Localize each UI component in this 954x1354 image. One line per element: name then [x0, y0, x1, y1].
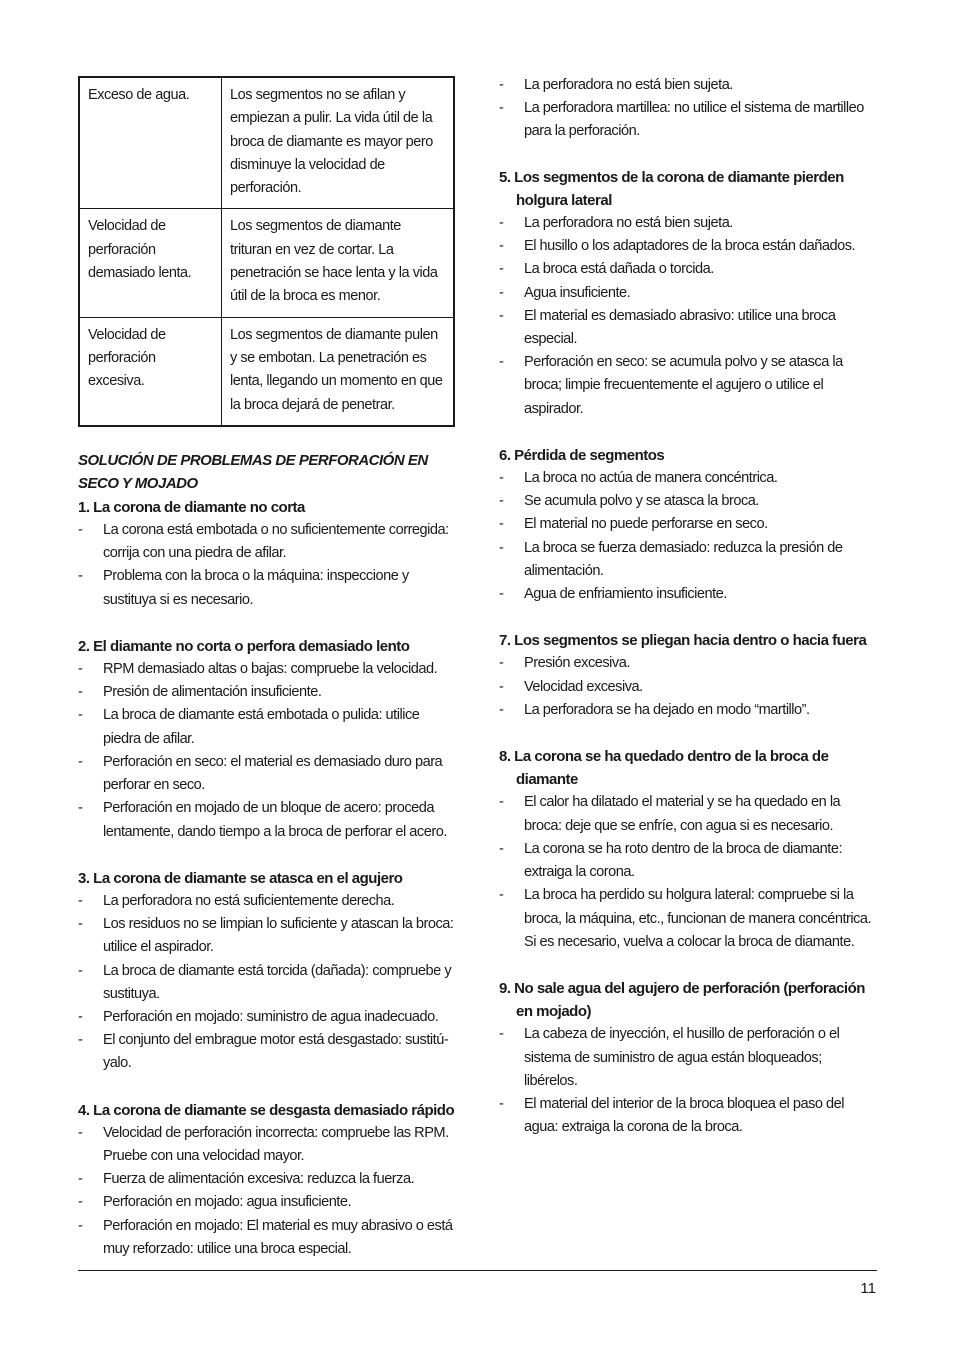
problem-items [499, 467, 877, 606]
list-item [499, 652, 877, 675]
list-item [78, 681, 455, 704]
list-marker: - [499, 1095, 504, 1112]
list-item-text: Perforación en mojado: suministro de agua inadecuado. [103, 1008, 439, 1025]
list-item [78, 565, 455, 611]
list-item-text: Presión de alimentación insuficiente. [103, 684, 322, 701]
table-row [79, 77, 454, 209]
list-marker: - [499, 1026, 504, 1043]
list-marker: - [78, 962, 83, 979]
list-item [78, 1191, 455, 1214]
problem-title: 4. La corona de diamante se desgasta demasiado rápido [78, 1101, 455, 1119]
list-item-text: Perforación en mojado de un bloque de acero: proceda lentamente, dando tiempo a la broca de perforar el acero. [103, 800, 447, 840]
list-marker: - [78, 1217, 83, 1234]
problem-items [78, 1122, 455, 1261]
list-item-text: Fuerza de alimentación excesiva: reduzca la fuerza. [103, 1171, 415, 1188]
problem-title: 8. La corona se ha quedado dentro de la broca de diamante [499, 748, 829, 789]
problem-block [499, 745, 877, 954]
list-item-text: RPM demasiado altas o bajas: compruebe la velocidad. [103, 661, 438, 678]
list-item [499, 583, 877, 606]
list-item [499, 699, 877, 722]
list-item [499, 212, 877, 235]
list-item [499, 838, 877, 884]
list-marker: - [78, 707, 83, 724]
list-item-text: El conjunto del embrague motor está desgastado: sustitúyalo. [103, 1032, 449, 1072]
list-item-text: La broca ha perdido su holgura lateral: compruebe si la broca, la máquina, etc., funcionan de manera concéntrica. Si es necesario, vuelva a colocar la broca de diamante. [524, 887, 872, 950]
list-item-text: El husillo o los adaptadores de la broca están dañados. [524, 238, 856, 255]
list-item-text: Problema con la broca o la máquina: inspeccione y sustituya si es necesario. [103, 568, 409, 608]
list-item-text: La perforadora no está bien sujeta. [524, 215, 733, 232]
list-item [78, 519, 455, 565]
list-item-text: La broca se fuerza demasiado: reduzca la presión de alimentación. [524, 539, 843, 579]
list-item [499, 97, 877, 143]
list-marker: - [499, 470, 504, 487]
table-cell-effect: Los segmentos no se afilan y empiezan a pulir. La vida útil de la broca de diamante es mayor pero disminuye la velocidad de perforación. [222, 77, 455, 209]
list-item [499, 884, 877, 954]
list-item [499, 676, 877, 699]
list-marker: - [78, 916, 83, 933]
list-item-text: La broca está dañada o torcida. [524, 261, 714, 278]
list-item [78, 1006, 455, 1029]
table-cell-cause: Velocidad de perforación excesiva. [79, 317, 222, 426]
list-item [499, 467, 877, 490]
list-item-text: Perforación en seco: se acumula polvo y se atasca la broca; limpie frecuentemente el agujero o utilice el aspirador. [524, 354, 843, 417]
list-item [499, 74, 877, 97]
list-item [78, 797, 455, 843]
problem-block [78, 496, 455, 612]
list-marker: - [499, 701, 504, 718]
list-marker: - [499, 655, 504, 672]
list-item-text: La corona se ha roto dentro de la broca de diamante: extraiga la corona. [524, 840, 842, 881]
list-marker: - [78, 753, 83, 770]
problem-title: 5. Los segmentos de la corona de diamante pierden holgura lateral [499, 168, 844, 209]
list-item-text: La perforadora se ha dejado en modo “martillo”. [524, 701, 810, 718]
list-item-text: Velocidad excesiva. [524, 678, 643, 695]
list-marker: - [78, 1194, 83, 1211]
problem-title: 1. La corona de diamante no corta [78, 498, 305, 516]
list-marker: - [78, 568, 83, 585]
list-item [499, 282, 877, 305]
list-item-text: El material es demasiado abrasivo: utilice una broca especial. [524, 307, 836, 348]
table-row [79, 209, 454, 317]
troubleshooting-table [78, 76, 455, 427]
list-item [78, 704, 455, 750]
list-item [78, 1122, 455, 1168]
list-item-text: Presión excesiva. [524, 655, 630, 672]
list-marker: - [78, 1032, 83, 1049]
table-cell-effect: Los segmentos de diamante pulen y se embotan. La penetración es lenta, llegando un momento en que la broca dejará de penetrar. [222, 317, 455, 426]
list-item [499, 235, 877, 258]
problem-title: 3. La corona de diamante se atasca en el agujero [78, 869, 403, 887]
list-item [78, 913, 455, 959]
problem-items [499, 1023, 877, 1139]
list-marker: - [499, 586, 504, 603]
problem-items [78, 890, 455, 1076]
list-item [499, 305, 877, 351]
list-item-text: Se acumula polvo y se atasca la broca. [524, 493, 759, 510]
list-item [78, 890, 455, 913]
list-item-text: Velocidad de perforación incorrecta: compruebe las RPM. Pruebe con una velocidad mayor. [103, 1124, 449, 1164]
list-item-text: La perforadora no está bien sujeta. [524, 77, 733, 93]
list-marker: - [499, 100, 504, 117]
problem-title: 7. Los segmentos se pliegan hacia dentro o hacia fuera [499, 632, 867, 650]
list-marker: - [499, 840, 504, 857]
list-marker: - [78, 1171, 83, 1188]
list-marker: - [499, 354, 504, 371]
list-marker: - [499, 77, 504, 93]
list-item-text: La perforadora martillea: no utilice el sistema de martilleo para la perforación. [524, 100, 864, 140]
right-column [499, 74, 877, 1162]
left-problem-list [78, 496, 455, 1261]
list-marker: - [499, 284, 504, 301]
problem-block [78, 635, 455, 844]
list-item [499, 1023, 877, 1093]
continued-list [499, 74, 877, 144]
list-item [499, 351, 877, 421]
list-item-text: La broca de diamante está embotada o pulida: utilice piedra de afilar. [103, 707, 420, 747]
list-marker: - [78, 1008, 83, 1025]
list-marker: - [499, 493, 504, 510]
list-item-text: El material del interior de la broca bloquea el paso del agua: extraiga la corona de la broca. [524, 1095, 845, 1136]
list-item [78, 1029, 455, 1075]
list-item-text: Perforación en seco: el material es demasiado duro para perforar en seco. [103, 753, 443, 794]
table-cell-effect: Los segmentos de diamante trituran en vez de cortar. La penetración se hace lenta y la vida útil de la broca es menor. [222, 209, 455, 317]
list-item-text: El calor ha dilatado el material y se ha quedado en la broca: deje que se enfríe, con agua si es necesario. [524, 794, 841, 834]
list-item [78, 1168, 455, 1191]
problem-items [78, 519, 455, 612]
list-item [499, 537, 877, 583]
list-item [78, 1215, 455, 1261]
list-marker: - [499, 678, 504, 695]
list-item-text: Agua insuficiente. [524, 284, 631, 301]
section-heading: SOLUCIÓN DE PROBLEMAS DE PERFORACIÓN EN SECO Y MOJADO [78, 451, 428, 493]
list-item-text: La corona está embotada o no suficientemente corregida: corrija con una piedra de afilar. [103, 522, 449, 562]
problem-block [78, 867, 455, 1076]
list-marker: - [78, 684, 83, 701]
list-item [78, 658, 455, 681]
continued-problem [499, 74, 877, 144]
list-item-text: La cabeza de inyección, el husillo de perforación o el sistema de suministro de agua están bloqueados; libérelos. [524, 1026, 840, 1089]
problem-title: 6. Pérdida de segmentos [499, 446, 665, 464]
problem-title: 9. No sale agua del agujero de perforación (perforación en mojado) [499, 979, 865, 1021]
page-number: 11 [860, 1280, 876, 1297]
problem-items [499, 791, 877, 953]
right-problem-list [499, 166, 877, 1140]
problem-title: 2. El diamante no corta o perfora demasiado lento [78, 637, 410, 655]
problem-block [499, 166, 877, 421]
list-marker: - [499, 887, 504, 904]
list-marker: - [499, 261, 504, 278]
list-item-text: La perforadora no está suficientemente derecha. [103, 892, 395, 909]
list-item-text: Perforación en mojado: agua insuficiente. [103, 1194, 352, 1211]
list-marker: - [499, 307, 504, 324]
footer-rule [78, 1270, 877, 1271]
problem-block [78, 1099, 455, 1261]
list-marker: - [499, 516, 504, 533]
list-marker: - [499, 539, 504, 556]
list-item [499, 258, 877, 281]
table-cell-cause: Velocidad de perforación demasiado lenta. [79, 209, 222, 317]
list-item [499, 791, 877, 837]
list-item-text: El material no puede perforarse en seco. [524, 516, 768, 533]
list-item-text: La broca de diamante está torcida (dañada): compruebe y sustituya. [103, 962, 452, 1002]
list-item [78, 960, 455, 1006]
list-item [499, 1093, 877, 1139]
list-marker: - [499, 794, 504, 811]
list-item-text: La broca no actúa de manera concéntrica. [524, 470, 778, 487]
problem-block [499, 444, 877, 606]
list-marker: - [499, 215, 504, 232]
list-item [78, 751, 455, 797]
list-marker: - [78, 892, 83, 909]
list-item [499, 490, 877, 513]
problem-block [499, 629, 877, 722]
list-item [499, 513, 877, 536]
list-marker: - [78, 661, 83, 678]
list-item-text: Perforación en mojado: El material es muy abrasivo o está muy reforzado: utilice una broca especial. [103, 1217, 453, 1257]
table-row [79, 317, 454, 426]
left-column [78, 76, 455, 1284]
list-item-text: Los residuos no se limpian lo suficiente y atascan la broca: utilice el aspirador. [103, 916, 454, 956]
problem-items [499, 652, 877, 722]
problem-items [499, 212, 877, 421]
problem-block [499, 977, 877, 1139]
table-cell-cause: Exceso de agua. [79, 77, 222, 209]
list-marker: - [499, 238, 504, 255]
problem-items [78, 658, 455, 844]
list-marker: - [78, 1124, 83, 1141]
list-marker: - [78, 522, 83, 539]
list-marker: - [78, 800, 83, 817]
list-item-text: Agua de enfriamiento insuficiente. [524, 586, 727, 603]
